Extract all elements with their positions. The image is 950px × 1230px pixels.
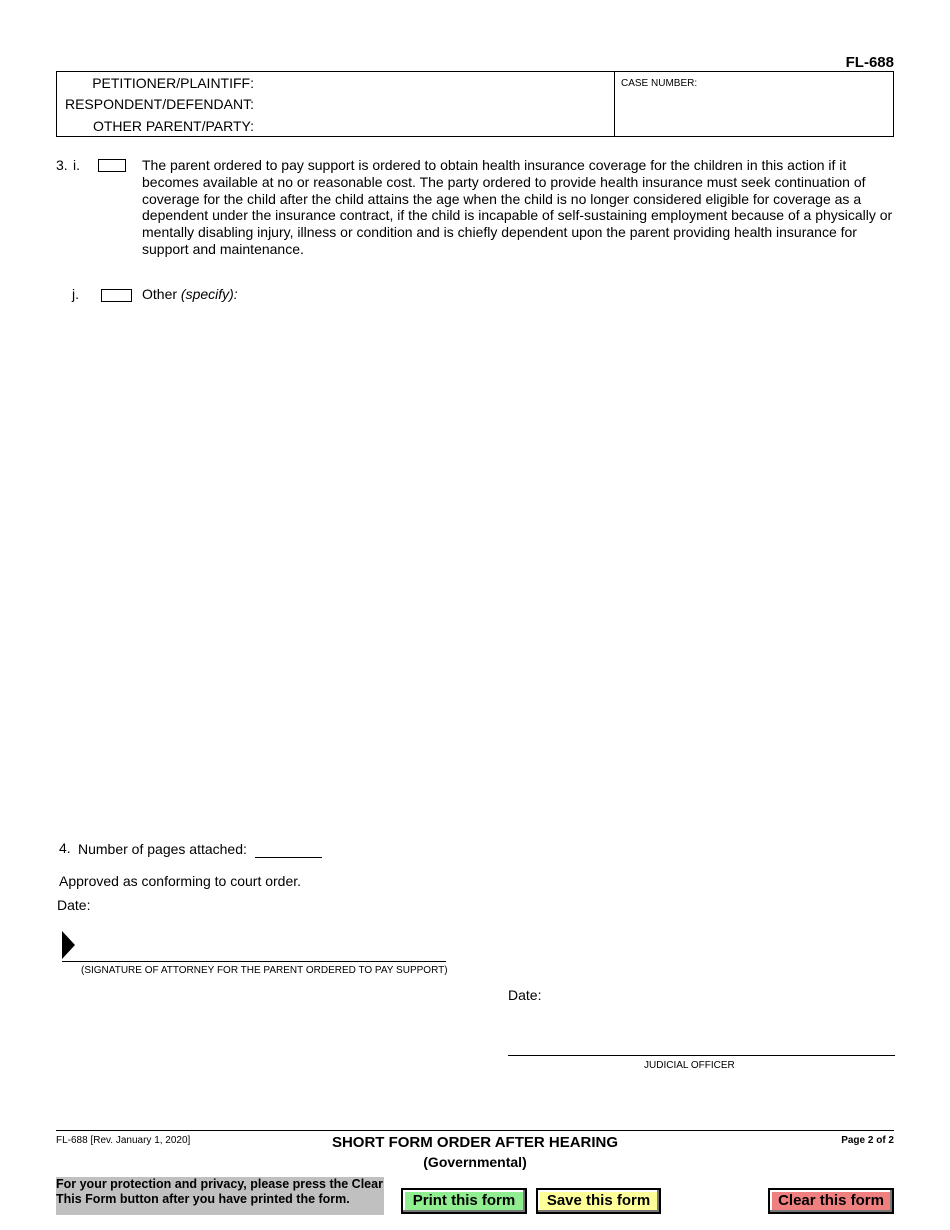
item-4-number: 4. [59,840,71,856]
item-3j-text: Other [142,286,178,302]
petitioner-label: PETITIONER/PLAINTIFF: [92,75,254,91]
item-3-number: 3. [56,157,68,173]
judicial-date-label: Date: [508,987,542,1003]
privacy-notice [56,1177,384,1215]
form-subtitle: (Governmental) [423,1154,527,1170]
form-revision: FL-688 [Rev. January 1, 2020] [56,1135,191,1146]
item-3j-letter: j. [72,286,79,302]
item-3i-letter: i. [73,157,80,173]
form-number: FL-688 [845,54,894,71]
privacy-line-2: This Form button after you have printed the form. [56,1192,350,1206]
item-3j-specify: (specify): [180,286,238,302]
clear-button[interactable]: Clear this form [768,1188,894,1214]
item-3i-checkbox[interactable] [98,159,126,172]
item-3i-text: The parent ordered to pay support is ordered to obtain health insurance coverage for the children in this action if it becomes available at no or reasonable cost. The party ordered to provide health insurance must seek continuation of coverage for the child after the child attains the age when the child is no longer considered eligible for coverage as a dependent under the insurance contract, if the child is incapable of self-sustaining employment because of a physically or mentally disabling injury, illness or condition and is chiefly dependent upon the parent providing health insurance for support and maintenance. [142,157,893,257]
save-button[interactable]: Save this form [536,1188,661,1214]
attorney-signature-caption: (SIGNATURE OF ATTORNEY FOR THE PARENT ORDERED TO PAY SUPPORT) [81,965,448,976]
signature-arrow-icon [62,931,76,959]
form-title: SHORT FORM ORDER AFTER HEARING [331,1134,619,1151]
case-number-label: CASE NUMBER: [621,78,698,89]
judicial-signature-line[interactable] [508,1055,895,1056]
judicial-officer-caption: JUDICIAL OFFICER [644,1060,735,1071]
page-number: Page 2 of 2 [841,1135,894,1146]
approval-text: Approved as conforming to court order. [59,873,302,889]
pages-attached-field[interactable] [255,857,322,858]
approval-date-label: Date: [57,897,91,913]
print-button[interactable]: Print this form [401,1188,527,1214]
respondent-label: RESPONDENT/DEFENDANT: [64,96,254,112]
item-4-label: Number of pages attached: [78,841,247,857]
item-3j-checkbox[interactable] [101,289,132,302]
item-3j-label [142,286,238,303]
caption-divider [614,71,615,137]
footer-divider [56,1130,894,1131]
privacy-line-1: For your protection and privacy, please press the Clear [56,1177,383,1191]
attorney-signature-line[interactable] [62,961,446,962]
other-parent-label: OTHER PARENT/PARTY: [92,118,254,134]
